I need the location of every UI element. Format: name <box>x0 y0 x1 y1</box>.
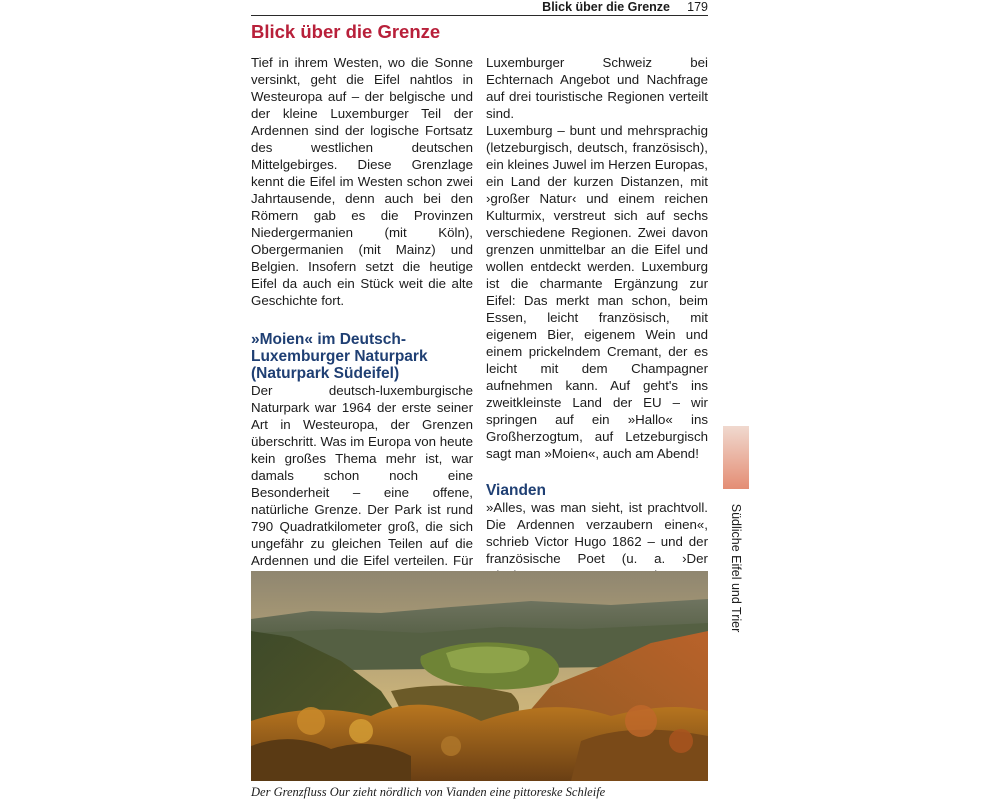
landscape-photo <box>251 571 708 781</box>
text-column-left <box>251 54 473 654</box>
chapter-side-label: Südliche Eifel und Trier <box>729 503 743 633</box>
continuation-paragraph: Luxemburger Schweiz bei Echternach Angebot und Nachfrage auf drei touristische Regionen verteilt sind. <box>486 55 708 121</box>
vianden-paragraph: »Alles, was man sieht, ist prachtvoll. Die Ardennen verzaubern einen«, schrieb Victor Hugo 1862 – und der französische Poet (u. a. ›Der <box>486 500 708 566</box>
running-header-section: Blick über die Grenze <box>542 0 670 14</box>
photo-caption: Der Grenzfluss Our zieht nördlich von Vianden eine pittoreske Schleife <box>251 785 606 799</box>
chapter-title: Blick über die Grenze <box>251 21 441 42</box>
page-number: 179 <box>687 0 708 14</box>
intro-paragraph: Tief in ihrem Westen, wo die Sonne versinkt, geht die Eifel nahtlos in Westeuropa auf – der belgische und der kleine Luxemburger Teil der Ardennen sind der logische Fortsatz des westlichen deutschen Mittelgebirges. Diese Grenzlage kennt die Eifel im Westen schon zwei Jahrtausende, denn auch bei den Römern gab es die Provinzen Niedergermanien (mit Köln), Obergermanien (mit Mainz) und Belgien. Insofern setzt die heutige Eifel da auch ein Stück weit die alte Geschichte fort. <box>251 55 473 308</box>
chapter-tab-marker <box>723 426 749 489</box>
landscape-illustration <box>251 571 708 781</box>
vianden-heading: Vianden <box>486 482 547 499</box>
luxemburg-paragraph: Luxemburg – bunt und mehrsprachig (letzeburgisch, deutsch, französisch), ein kleines Juwel im Herzen Europas, ein Land der kurzen Distanzen, mit ›großer Natur‹ und einem reichen Kulturmix, verstreut sich auf sechs verschiedene Regionen. Zwei davon grenzen unmittelbar an die Eifel und wollen entdeckt werden. Luxemburg ist die charmante Ergänzung zur Eifel: Das merkt man schon, beim Essen, leicht französisch, mit eigenem Bier, eigenem Wein und einem prickelndem Cremant, der es leicht mit dem Champagner aufnehmen kann. Auf geht's ins zweitkleinste Land der EU – wir springen auf ein »Hallo« ins Großherzogtum, auf Letzeburgisch sagt man »Moien«, auch am Abend! <box>486 123 708 461</box>
running-header <box>251 0 708 16</box>
text-column-right <box>486 54 708 635</box>
naturpark-paragraph: Der deutsch-luxemburgische Naturpark war 1964 der erste seiner Art in Westeuropa, der Grenzen überschritt. Was im Europa von heute kein großes Thema mehr ist, war damals schon noch eine Besonderheit – eine offene, natürliche Grenze. Der Park ist rund 790 Quadratkilometer groß, die sich ungefähr zu gleichen Teilen auf die Ardennen und die Eifel verteilen. Für <box>251 383 473 568</box>
naturpark-heading: »Moien« im Deutsch-Luxemburger Naturpark (Naturpark Südeifel) <box>251 331 428 382</box>
